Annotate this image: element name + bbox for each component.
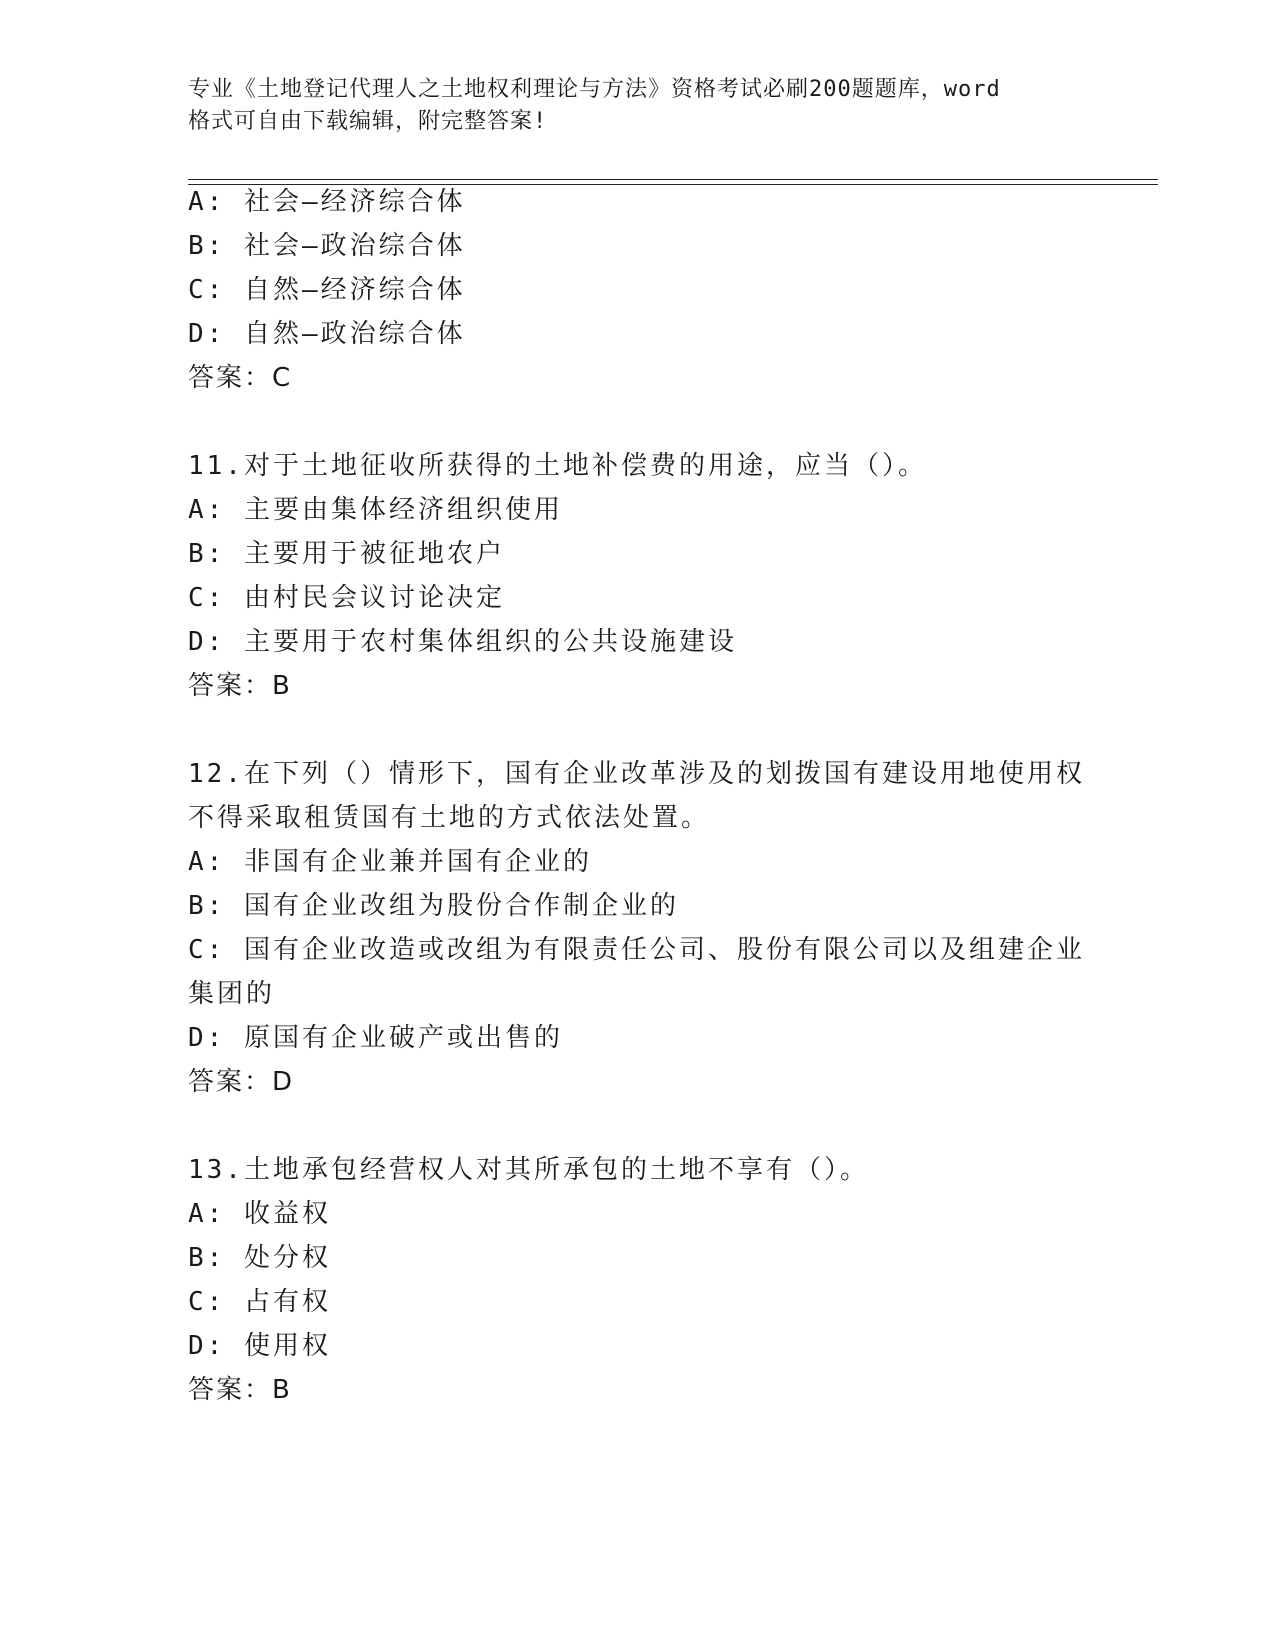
q12-answer: 答案：D bbox=[188, 1067, 295, 1097]
header-line-1: 专业《土地登记代理人之土地权利理论与方法》资格考试必刷200题题库，word bbox=[188, 77, 1001, 102]
q12-option-b: B: 国有企业改组为股份合作制企业的 bbox=[188, 891, 679, 921]
q12-option-c-line-2: 集团的 bbox=[188, 979, 276, 1009]
q10-option-d: D: 自然—政治综合体 bbox=[188, 319, 466, 349]
q11-option-b: B: 主要用于被征地农户 bbox=[188, 539, 505, 569]
header-line-2: 格式可自由下载编辑，附完整答案! bbox=[188, 109, 548, 134]
q11-option-d: D: 主要用于农村集体组织的公共设施建设 bbox=[188, 627, 737, 657]
q12-option-c-line-1: C: 国有企业改造或改组为有限责任公司、股份有限公司以及组建企业 bbox=[188, 935, 1085, 965]
q10-option-a: A: 社会—经济综合体 bbox=[188, 187, 466, 217]
q13-answer: 答案：B bbox=[188, 1375, 292, 1405]
q12-option-a: A: 非国有企业兼并国有企业的 bbox=[188, 847, 592, 877]
q11-option-c: C: 由村民会议讨论决定 bbox=[188, 583, 505, 613]
q10-option-c: C: 自然—经济综合体 bbox=[188, 275, 466, 305]
q12-option-d: D: 原国有企业破产或出售的 bbox=[188, 1023, 563, 1053]
document-header bbox=[188, 74, 1068, 138]
q10-option-b: B: 社会—政治综合体 bbox=[188, 231, 466, 261]
q13-option-c: C: 占有权 bbox=[188, 1287, 331, 1317]
q13-option-d: D: 使用权 bbox=[188, 1331, 331, 1361]
q11-option-a: A: 主要由集体经济组织使用 bbox=[188, 495, 563, 525]
q13-option-b: B: 处分权 bbox=[188, 1243, 331, 1273]
header-divider-top bbox=[188, 179, 1158, 180]
q13-question: 13.土地承包经营权人对其所承包的土地不享有（）。 bbox=[188, 1155, 869, 1185]
q12-question-line-1: 12.在下列（）情形下，国有企业改革涉及的划拨国有建设用地使用权 bbox=[188, 759, 1085, 789]
q11-answer: 答案：B bbox=[188, 671, 292, 701]
q12-question-line-2: 不得采取租赁国有土地的方式依法处置。 bbox=[188, 803, 711, 833]
q10-answer: 答案：C bbox=[188, 363, 293, 393]
q11-question: 11.对于土地征收所获得的土地补偿费的用途，应当（）。 bbox=[188, 451, 927, 481]
q13-option-a: A: 收益权 bbox=[188, 1199, 331, 1229]
